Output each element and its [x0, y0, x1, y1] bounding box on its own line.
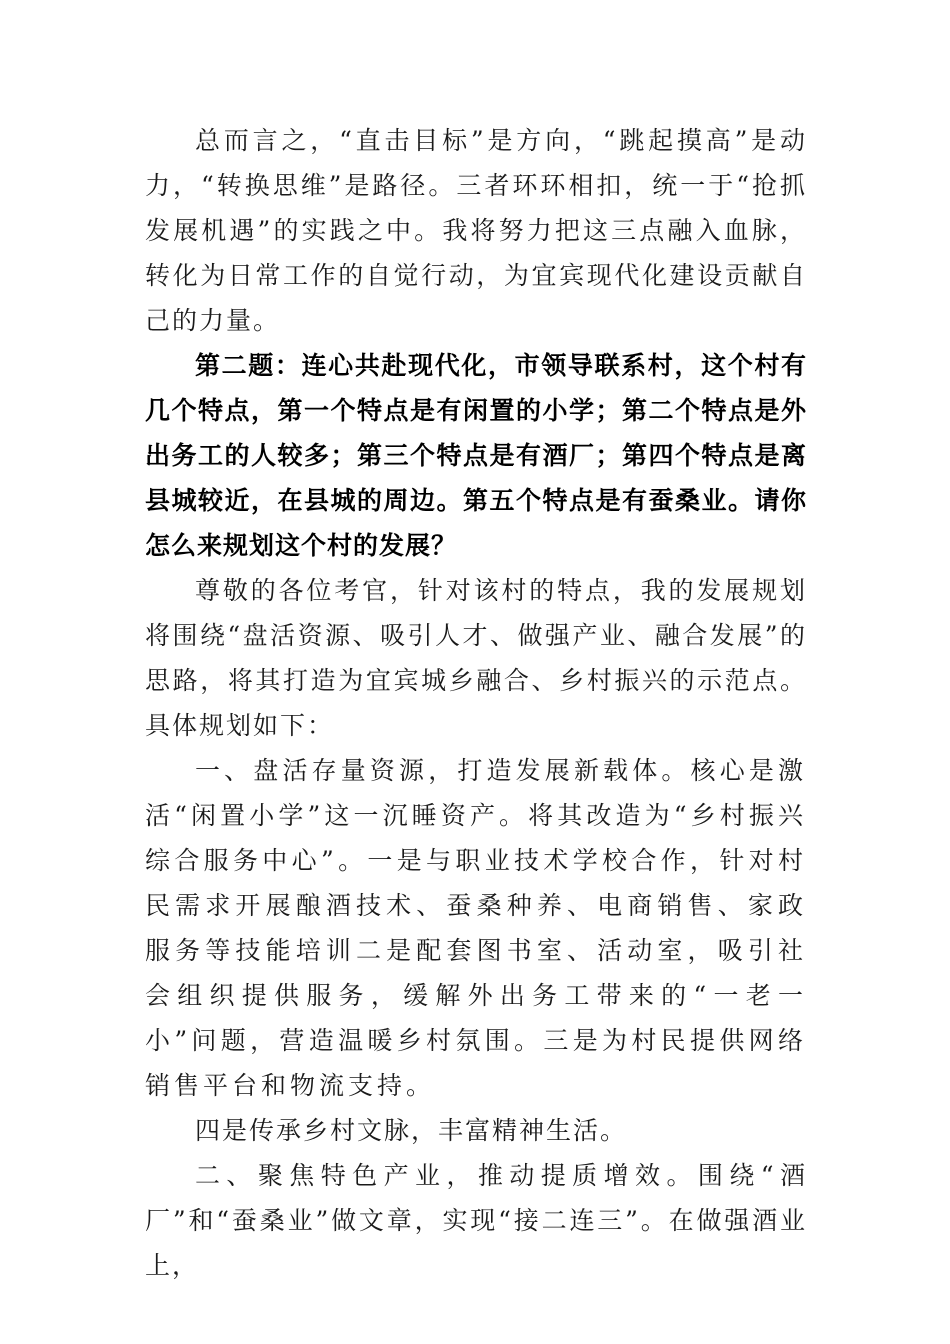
question-two-heading: 第二题：连心共赴现代化，市领导联系村，这个村有几个特点，第一个特点是有闲置的小学；第二个特点是外出务工的人较多；第三个特点是有酒厂；第四个特点是离县城较近，在县城的周边。第五个特点是有蚕桑业。请你怎么来规划这个村的发展？ [145, 351, 807, 560]
paragraph-point-four: 四是传承乡村文脉，丰富精神生活。 [195, 1116, 628, 1145]
document-body [145, 118, 807, 1288]
paragraph-point-two: 二、聚焦特色产业，推动提质增效。围绕“酒厂”和“蚕桑业”做文章，实现“接二连三”。在做强酒业上， [145, 1161, 807, 1280]
paragraph-conclusion: 总而言之，“直击目标”是方向，“跳起摸高”是动力，“转换思维”是路径。三者环环相扣，统一于“抢抓发展机遇”的实践之中。我将努力把这三点融入血脉，转化为日常工作的自觉行动，为宜宾现代化建设贡献自己的力量。 [145, 126, 807, 335]
paragraph-answer-intro: 尊敬的各位考官，针对该村的特点，我的发展规划将围绕“盘活资源、吸引人才、做强产业、融合发展”的思路，将其打造为宜宾城乡融合、乡村振兴的示范点。具体规划如下： [145, 576, 807, 740]
paragraph-point-one: 一、盘活存量资源，打造发展新载体。核心是激活“闲置小学”这一沉睡资产。将其改造为“乡村振兴综合服务中心”。一是与职业技术学校合作，针对村民需求开展酿酒技术、蚕桑种养、电商销售、家政服务等技能培训二是配套图书室、活动室，吸引社会组织提供服务，缓解外出务工带来的“一老一小”问题，营造温暖乡村氛围。三是为村民提供网络销售平台和物流支持。 [145, 756, 807, 1100]
